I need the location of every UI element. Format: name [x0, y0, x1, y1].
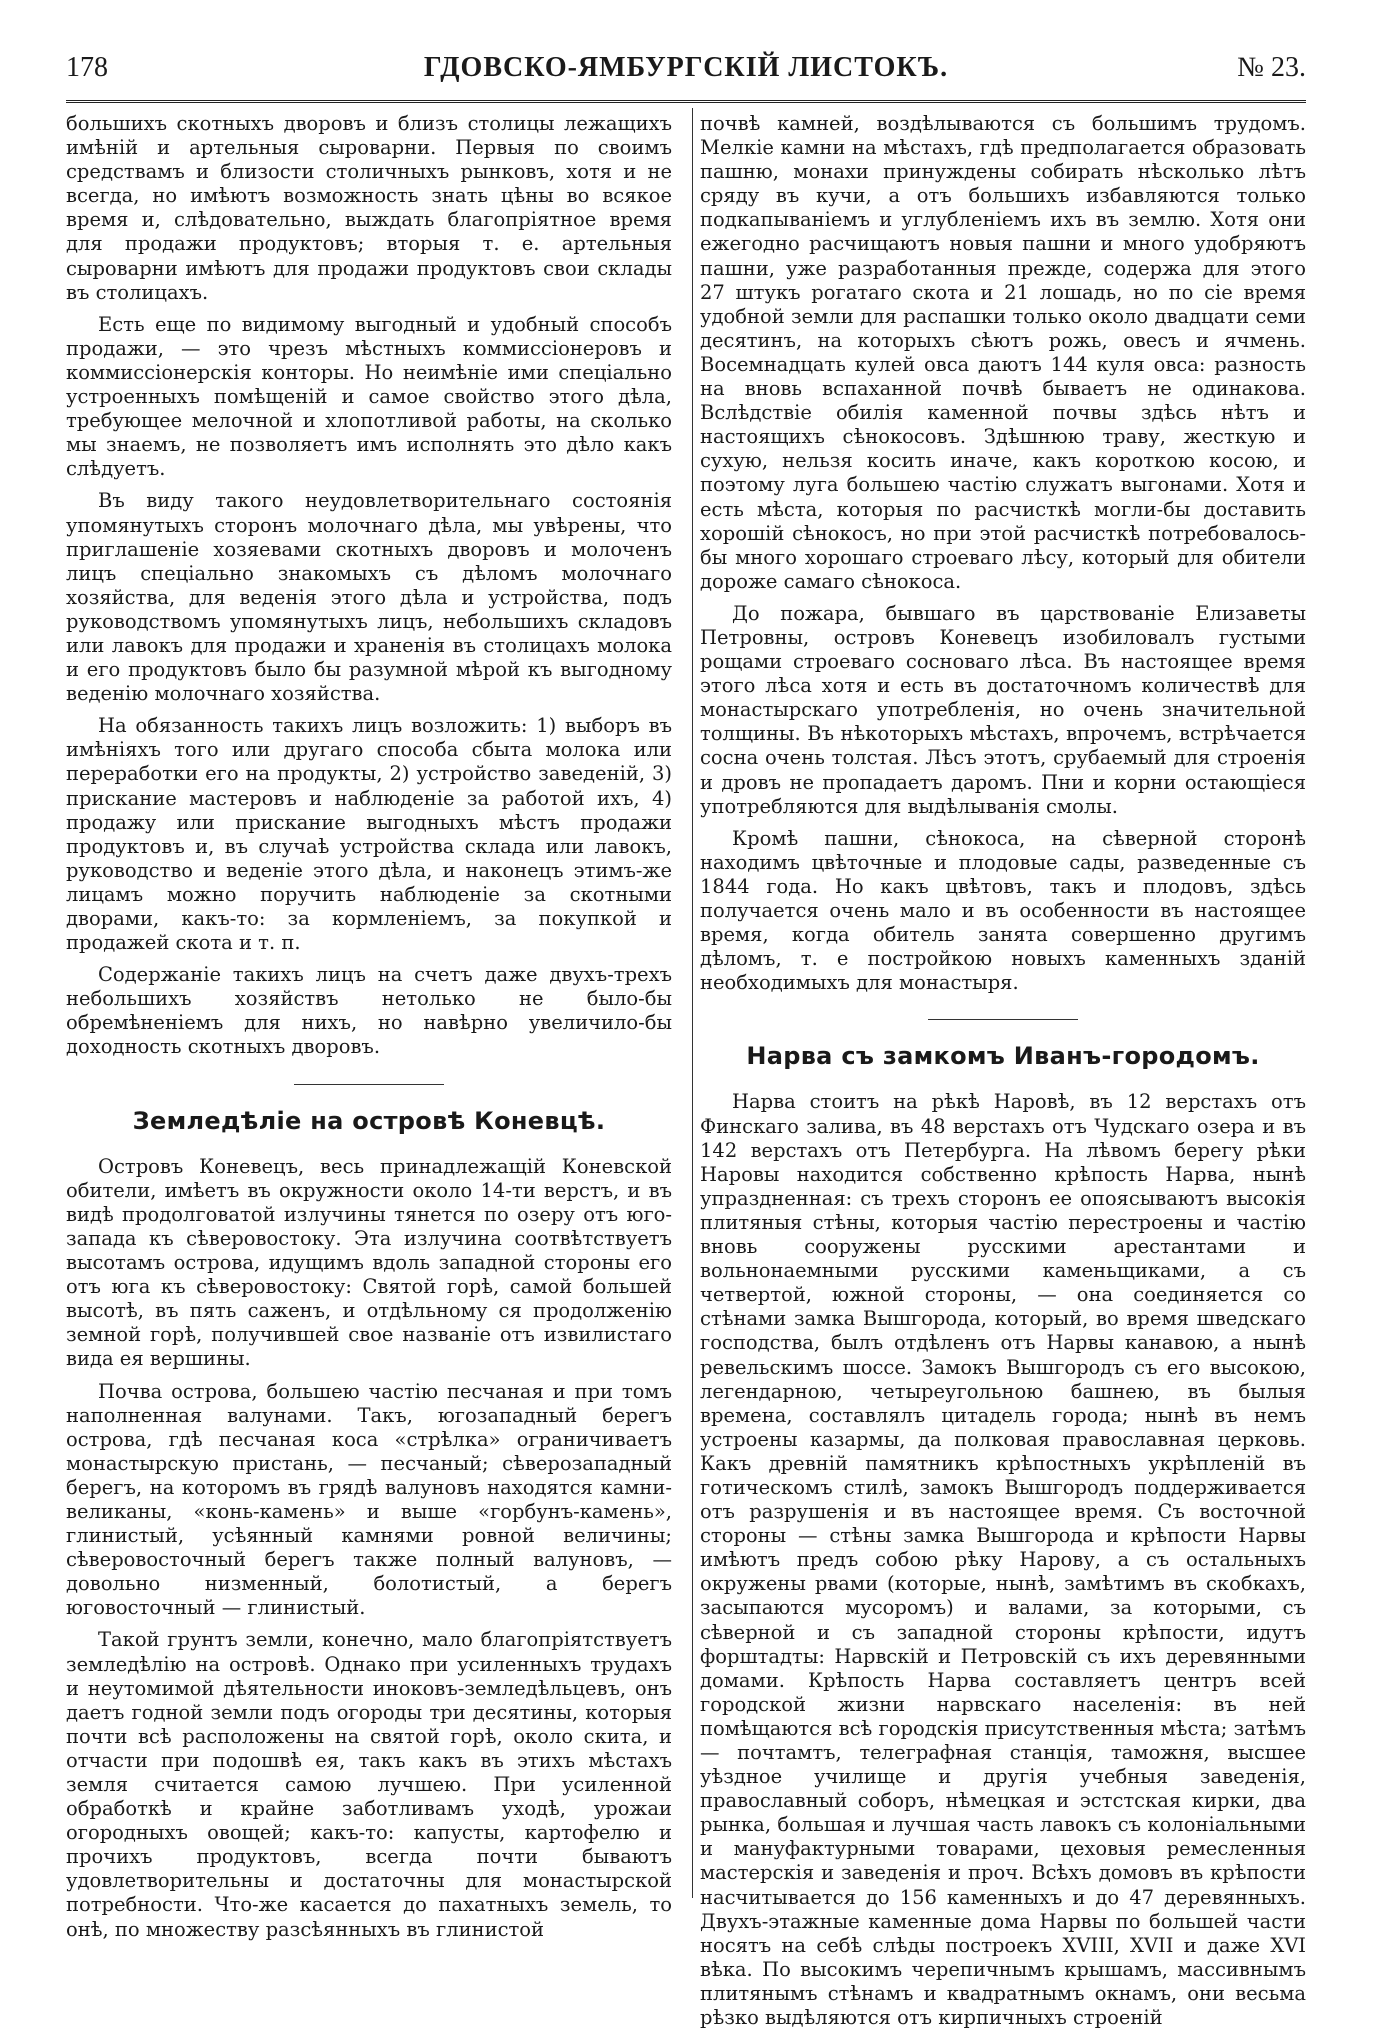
section-separator — [928, 1019, 1078, 1020]
paragraph: Нарва стоитъ на рѣкѣ Наровѣ, въ 12 верстахъ отъ Финскаго залива, въ 48 верстахъ отъ Чудскаго озера и въ 142 верстахъ отъ Петербурга. На лѣвомъ берегу рѣки Наровы находится собственно крѣпость Нарва, нынѣ упраздненная: съ трехъ сторонъ ее опоясываютъ высокія плитяныя стѣны, которыя частію перестроены и частію вновь сооружены русскими арестантами и вольнонаемными русскими каменьщиками, а съ четвертой, южной стороны, — она соединяется со стѣнами замка Вышгорода, который, во время шведскаго господства, былъ отдѣленъ отъ Нарвы канавою, а нынѣ ревельскимъ шоссе. Замокъ Вышгородъ съ его высокою, легендарною, четыреугольною башнею, въ былыя времена, составлялъ цитадель города; нынѣ въ немъ устроены казармы, да полковая православная церковь. Какъ древній памятникъ крѣпостныхъ укрѣпленій въ готическомъ стилѣ, замокъ Вышгородъ поддерживается отъ разрушенія и въ настоящее время. Съ восточной стороны — стѣны замка Вышгорода и крѣпости Нарвы имѣютъ предъ собою рѣку Нарову, а съ остальныхъ окружены рвами (которые, нынѣ, замѣтимъ въ скобкахъ, засыпаются мусоромъ) и валами, за которыми, съ сѣверной и съ западной стороны крѣпости, идутъ форштадты: Нарвскій и Петровскій съ ихъ деревянными домами. Крѣпость Нарва составляетъ центръ всей городской жизни нарвскаго населенія: въ ней помѣщаются всѣ городскія присутственныя мѣста; затѣмъ — почтамтъ, телеграфная станція, таможня, высшее уѣздное училище и другія учебныя заведенія, православный соборъ, нѣмецкая и эстстская кирки, два рынка, большая и лучшая часть лавокъ съ колоніальными и мануфактурными товарами, цеховыя ремесленныя мастерскія и заведенія и проч. Всѣхъ домовъ въ крѣпости насчитывается до 156 каменныхъ и до 47 деревянныхъ. Двухъ-этажные каменные дома Нарвы по большей части носятъ на себѣ слѣды построекъ XVIII, XVII и даже XVI вѣка. По высокимъ черепичнымъ крышамъ, массивнымъ плитянымъ стѣнамъ и квадратнымъ окнамъ, они весьма рѣзко выдѣляются отъ кирпичныхъ строеній — [700, 1090, 1306, 2030]
paragraph: Почва острова, большею частію песчаная и при томъ наполненная валунами. Такъ, югозападный берегъ острова, гдѣ песчаная коса «стрѣлка» ограничиваетъ монастырскую пристань, — песчаный; сѣверозападный берегъ, на которомъ въ грядѣ валуновъ находятся камни-великаны, «конь-камень» и выше «горбунъ-камень», глинистый, усѣянный камнями ровной величины; сѣверовосточный берегъ также полный валуновъ, — довольно низменный, болотистый, а берегъ юговосточный — глинистый. — [66, 1379, 672, 1620]
column-divider — [692, 108, 693, 1898]
paragraph: Кромѣ пашни, сѣнокоса, на сѣверной сторонѣ находимъ цвѣточные и плодовые сады, разведенные съ 1844 года. Но какъ цвѣтовъ, такъ и плодовъ, здѣсь получается очень мало и въ особенности въ настоящее время, когда обитель занята совершенно другимъ дѣломъ, т. е постройкою новыхъ каменныхъ зданій необходимыхъ для монастыря. — [700, 826, 1306, 995]
paragraph: Островъ Коневецъ, весь принадлежащій Коневской обители, имѣетъ въ окружности около 14-ти верстъ, и въ видѣ продолговатой излучины тянется по озеру отъ юго-запада къ сѣверовостоку. Эта излучина соотвѣтствуетъ высотамъ острова, идущимъ вдоль западной стороны его отъ юга къ сѣверовостоку: Святой горѣ, самой большей высотѣ, въ пять саженъ, и отдѣльному ся продолженію земной горѣ, получившей свое названіе отъ извилистаго вида ея вершины. — [66, 1154, 672, 1371]
paragraph: почвѣ камней, воздѣлываются съ большимъ трудомъ. Мелкіе камни на мѣстахъ, гдѣ предполагается образовать пашню, монахи принуждены собирать нѣсколько лѣтъ сряду въ кучи, а отъ большихъ избавляются только подкапываніемъ и углубленіемъ ихъ въ землю. Хотя они ежегодно расчищаютъ новыя пашни и много удобряютъ пашни, уже разработанныя прежде, содержа для этого 27 штукъ рогатаго скота и 21 лошадь, но по сіе время удобной земли для распашки только около двадцати семи десятинъ, на которыхъ сѣютъ рожь, овесъ и ячмень. Восемнадцать кулей овса даютъ 144 куля овса: разность на вновь вспаханной почвѣ бываетъ не одинакова. Вслѣдствіе обилія каменной почвы здѣсь нѣтъ и настоящихъ сѣнокосовъ. Здѣшнюю траву, жесткую и сухую, нельзя косить иначе, какъ короткою косою, и поэтому луга большею частію служатъ выгонами. Хотя и есть мѣста, которыя по расчисткѣ могли-бы доставить хорошій сѣнокосъ, но при этой расчисткѣ потребовалось-бы много хорошаго строеваго лѣсу, который для обители дороже самаго сѣнокоса. — [700, 112, 1306, 593]
right-column — [700, 112, 1306, 2038]
section-title: Нарва съ замкомъ Иванъ-городомъ. — [746, 1042, 1260, 1071]
header-rule — [66, 100, 1306, 103]
paragraph: Такой грунтъ земли, конечно, мало благопріятствуетъ земледѣлію на островѣ. Однако при усиленныхъ трудахъ и неутомимой дѣятельности иноковъ-земледѣльцевъ, онъ даетъ годной земли подъ огороды три десятины, которыя почти всѣ расположены на святой горѣ, около скита, и отчасти при подошвѣ ея, такъ какъ въ этихъ мѣстахъ земля считается самою лучшею. При усиленной обработкѣ и крайне заботливамъ уходѣ, урожаи огородныхъ овощей; какъ-то: капусты, картофелю и прочихъ продуктовъ, всегда почти бываютъ удовлетворительны и достаточны для монастырской потребности. Что-же касается до пахатныхъ земель, то онѣ, по множеству разсѣянныхъ въ глинистой — [66, 1628, 672, 1941]
paragraph: Содержаніе такихъ лицъ на счетъ даже двухъ-трехъ небольшихъ хозяйствъ нетолько не было-бы обремѣненіемъ для нихъ, но навѣрно увеличило-бы доходность скотныхъ дворовъ. — [66, 963, 672, 1059]
page-header — [66, 52, 1306, 92]
section-separator — [294, 1084, 444, 1085]
issue-number: № 23. — [1237, 52, 1306, 83]
publication-title: ГДОВСКО-ЯМБУРГСКІЙ ЛИСТОКЪ. — [423, 52, 949, 83]
paragraph: большихъ скотныхъ дворовъ и близъ столицы лежащихъ имѣній и артельныя сыроварни. Первыя по своимъ средствамъ и близости столичныхъ рынковъ, хотя и не всегда, но имѣютъ возможность знать цѣны во всякое время и, слѣдовательно, выждать благопріятное время для продажи продуктовъ; вторыя т. е. артельныя сыроварни имѣютъ для продажи продуктовъ свои склады въ столицахъ. — [66, 112, 672, 304]
paragraph: Въ виду такого неудовлетворительнаго состоянія упомянутыхъ сторонъ молочнаго дѣла, мы увѣрены, что приглашеніе хозяевами скотныхъ дворовъ и молоченъ лицъ спеціально знакомыхъ съ дѣломъ молочнаго хозяйства, для веденія этого дѣла и устройства, подъ руководствомъ упомянутыхъ лицъ, небольшихъ складовъ или лавокъ для продажи и храненія въ столицахъ молока и его продуктовъ было бы разумной мѣрой къ выгодному веденію молочнаго хозяйства. — [66, 489, 672, 706]
section-title: Земледѣліе на островѣ Коневцѣ. — [132, 1106, 606, 1135]
paragraph: На обязанность такихъ лицъ возложить: 1) выборъ въ имѣніяхъ того или другаго способа сбыта молока или переработки его на продукты, 2) устройство заведеній, 3) прискание мастеровъ и наблюденіе за работой ихъ, 4) продажу или прискание выгодныхъ мѣстъ продажи продуктовъ и, въ случаѣ устройства склада или лавокъ, руководство и веденіе этого дѣла, и наконецъ этимъ-же лицамъ можно поручить наблюденіе за скотными дворами, какъ-то: за кормленіемъ, за покупкой и продажей скота и т. п. — [66, 714, 672, 955]
paragraph: До пожара, бывшаго въ царствованіе Елизаветы Петровны, островъ Коневецъ изобиловалъ густыми рощами строеваго сосноваго лѣса. Въ настоящее время этого лѣса хотя и есть въ достаточномъ количествѣ для монастырскаго употребленія, но очень значительной толщины. Въ нѣкоторыхъ мѣстахъ, впрочемъ, встрѣчается сосна очень толстая. Лѣсъ этотъ, срубаемый для строенія и дровъ не пропадаетъ даромъ. Пни и корни остающіеся употребляются для выдѣлыванія смолы. — [700, 601, 1306, 818]
page-number: 178 — [66, 52, 108, 83]
paragraph: Есть еще по видимому выгодный и удобный способъ продажи, — это чрезъ мѣстныхъ коммиссіонеровъ и коммиссіонерскія конторы. Но неимѣніе ими спеціально устроенныхъ помѣщеній и самое свойство этого дѣла, требующее мелочной и хлопотливой работы, на сколько мы знаемъ, не позволяетъ имъ исполнять это дѣло какъ слѣдуетъ. — [66, 312, 672, 481]
left-column — [66, 112, 672, 1950]
